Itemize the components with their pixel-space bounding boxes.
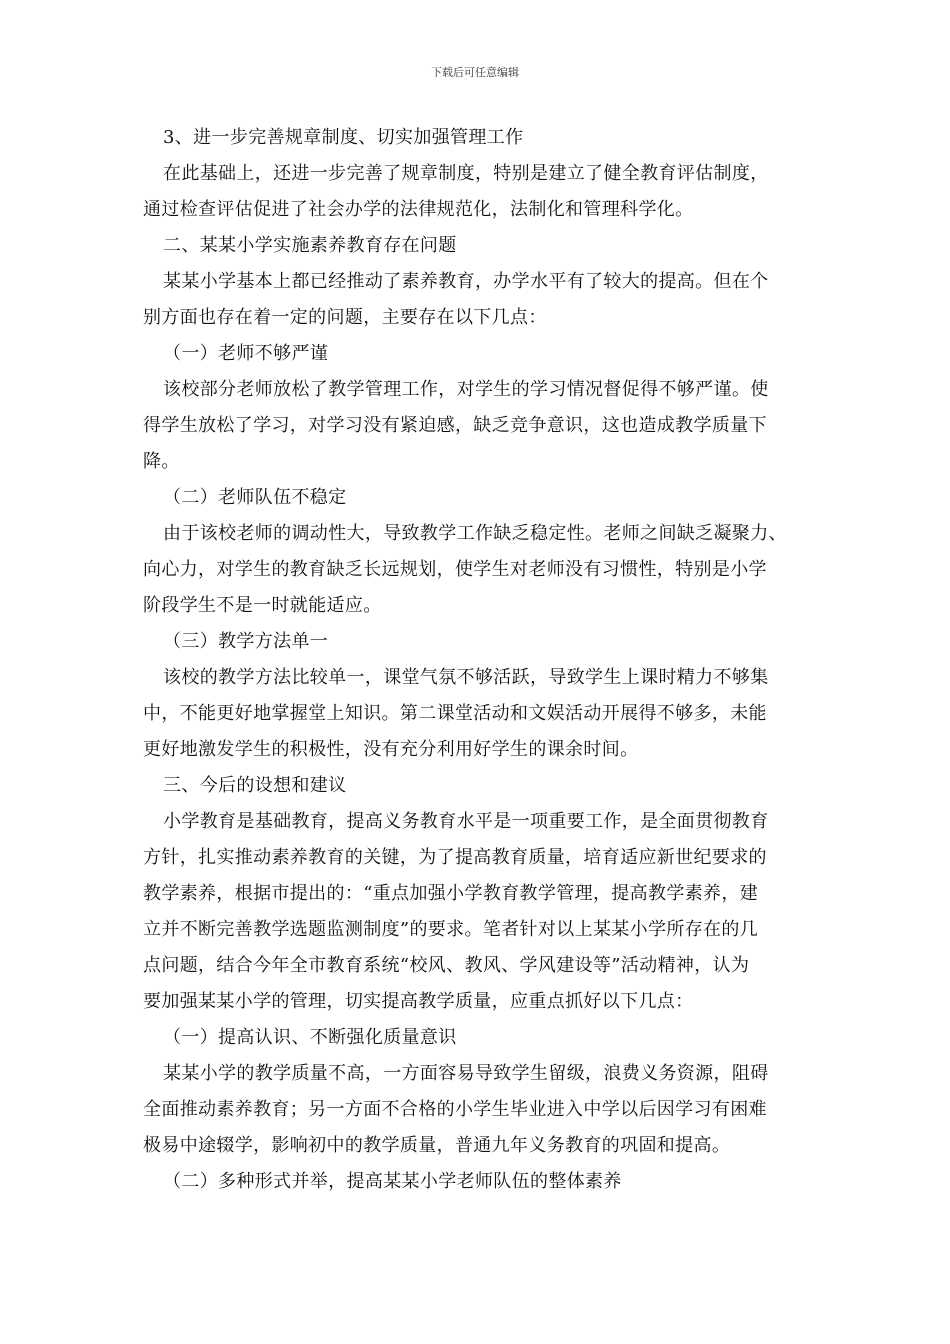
- document-body: [143, 120, 815, 1200]
- paragraph-line: 全面推动素养教育；另一方面不合格的小学生毕业进入中学以后因学习有困难: [143, 1099, 767, 1120]
- paragraph-line: 要加强某某小学的管理，切实提高教学质量，应重点抓好以下几点：: [143, 991, 694, 1012]
- paragraph-line: 该校部分老师放松了教学管理工作，对学生的学习情况督促得不够严谨。使: [163, 379, 769, 400]
- paragraph-line: 立并不断完善教学选题监测制度”的要求。笔者针对以上某某小学所存在的几: [143, 919, 759, 940]
- section-heading: 3、进一步完善规章制度、切实加强管理工作: [163, 127, 524, 148]
- paragraph-line: 由于该校老师的调动性大，导致教学工作缺乏稳定性。老师之间缺乏凝聚力、: [163, 523, 787, 544]
- subsection-heading: （二）多种形式并举，提高某某小学老师队伍的整体素养: [163, 1171, 622, 1192]
- subsection-heading: （一）老师不够严谨: [163, 343, 329, 364]
- page-header: 下载后可任意编辑: [431, 66, 519, 79]
- subsection-heading: （三）教学方法单一: [163, 631, 329, 652]
- subsection-heading: （二）老师队伍不稳定: [163, 487, 347, 508]
- paragraph-line: 阶段学生不是一时就能适应。: [143, 595, 382, 616]
- paragraph-line: 小学教育是基础教育，提高义务教育水平是一项重要工作，是全面贯彻教育: [163, 811, 769, 832]
- paragraph-line: 教学素养，根据市提出的：“重点加强小学教育教学管理，提高教学素养，建: [143, 883, 759, 904]
- paragraph-line: 极易中途辍学，影响初中的教学质量，普通九年义务教育的巩固和提高。: [143, 1135, 731, 1156]
- paragraph-line: 某某小学基本上都已经推动了素养教育，办学水平有了较大的提高。但在个: [163, 271, 769, 292]
- paragraph-line: 中，不能更好地掌握堂上知识。第二课堂活动和文娱活动开展得不够多，未能: [143, 703, 767, 724]
- paragraph-line: 点问题，结合今年全市教育系统“校风、教风、学风建设等”活动精神，认为: [143, 955, 750, 976]
- paragraph-line: 方针，扎实推动素养教育的关键，为了提高教育质量，培育适应新世纪要求的: [143, 847, 767, 868]
- subsection-heading: （一）提高认识、不断强化质量意识: [163, 1027, 457, 1048]
- paragraph-line: 在此基础上，还进一步完善了规章制度，特别是建立了健全教育评估制度，: [163, 163, 769, 184]
- paragraph-line: 某某小学的教学质量不高，一方面容易导致学生留级，浪费义务资源，阻碍: [163, 1063, 769, 1084]
- paragraph-line: 通过检查评估促进了社会办学的法律规范化，法制化和管理科学化。: [143, 199, 694, 220]
- paragraph-line: 降。: [143, 451, 180, 472]
- paragraph-line: 得学生放松了学习，对学习没有紧迫感，缺乏竞争意识，这也造成教学质量下: [143, 415, 767, 436]
- paragraph-line: 该校的教学方法比较单一，课堂气氛不够活跃，导致学生上课时精力不够集: [163, 667, 769, 688]
- paragraph-line: 更好地激发学生的积极性，没有充分利用好学生的课余时间。: [143, 739, 639, 760]
- section-heading: 二、某某小学实施素养教育存在问题: [163, 235, 457, 256]
- section-heading: 三、今后的设想和建议: [163, 775, 347, 796]
- paragraph-line: 向心力，对学生的教育缺乏长远规划，使学生对老师没有习惯性，特别是小学: [143, 559, 767, 580]
- paragraph-line: 别方面也存在着一定的问题，主要存在以下几点：: [143, 307, 547, 328]
